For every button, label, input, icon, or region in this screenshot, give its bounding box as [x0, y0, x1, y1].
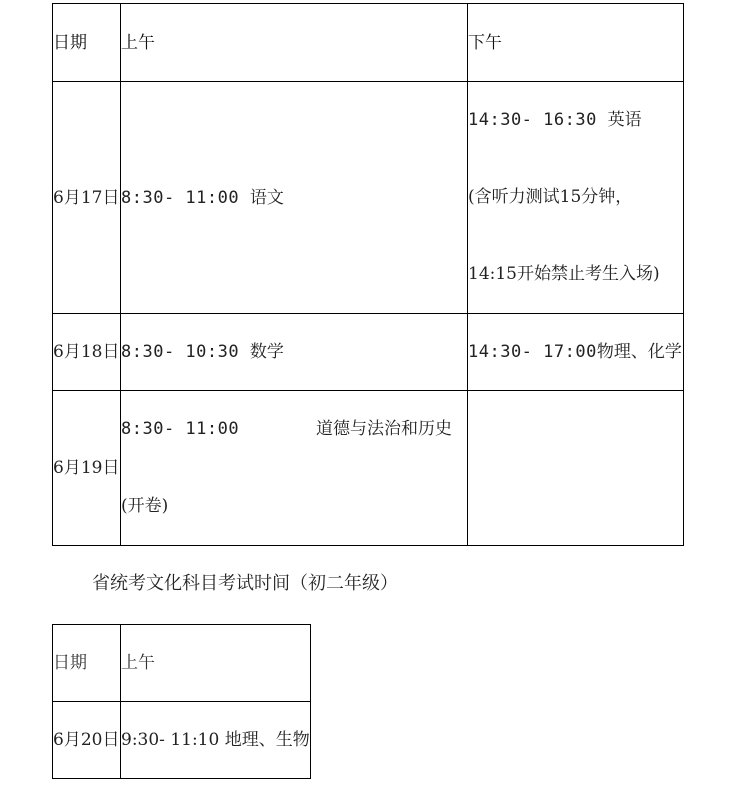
- header-morning: 上午: [121, 625, 311, 702]
- afternoon-cell: [468, 314, 684, 391]
- table-row: [53, 314, 684, 391]
- morning-note: (开卷): [121, 496, 169, 516]
- morning-time: 8:30- 11:00: [121, 187, 240, 208]
- exam-schedule-table-grade9: [52, 3, 684, 546]
- header-morning: 上午: [121, 4, 468, 82]
- morning-time: 8:30- 10:30: [121, 342, 240, 362]
- morning-subject: 地理、生物: [224, 730, 310, 750]
- afternoon-subject: 物理、化学: [596, 342, 682, 362]
- table-row: [53, 391, 684, 546]
- table-header-row: [53, 625, 311, 702]
- section-heading: 省统考文化科目考试时间（初二年级）: [92, 573, 398, 594]
- morning-subject: 语文: [249, 187, 284, 208]
- header-date: 日期: [53, 4, 121, 82]
- header-date: 日期: [53, 625, 121, 702]
- header-afternoon: 下午: [468, 4, 684, 82]
- afternoon-time: 14:30- 16:30: [468, 110, 597, 130]
- morning-subject: 数学: [249, 342, 284, 362]
- row-date: 6月20日: [53, 702, 121, 779]
- morning-cell: [121, 702, 311, 779]
- morning-cell: [121, 82, 468, 314]
- afternoon-time: 14:30- 17:00: [468, 342, 597, 362]
- afternoon-cell-empty: [468, 391, 684, 546]
- morning-subject: 道德与法治和历史: [316, 419, 452, 439]
- afternoon-line-2: (含听力测试15分钟，: [468, 187, 633, 207]
- afternoon-subject: 英语: [607, 110, 642, 130]
- table-header-row: [53, 4, 684, 82]
- afternoon-line-3: 14:15开始禁止考生入场): [468, 264, 660, 284]
- row-date: 6月19日: [53, 391, 121, 546]
- table-row: [53, 82, 684, 314]
- morning-time: 8:30- 11:00: [121, 419, 240, 439]
- exam-schedule-table-grade8: [52, 624, 311, 779]
- morning-time: 9:30- 11:10: [121, 730, 220, 750]
- row-date: 6月17日: [53, 82, 121, 314]
- afternoon-line-1: [468, 82, 683, 159]
- morning-cell: [121, 391, 468, 546]
- row-date: 6月18日: [53, 314, 121, 391]
- morning-cell: [121, 314, 468, 391]
- morning-line-1: [121, 391, 467, 468]
- table-row: [53, 702, 311, 779]
- afternoon-cell: [468, 82, 684, 314]
